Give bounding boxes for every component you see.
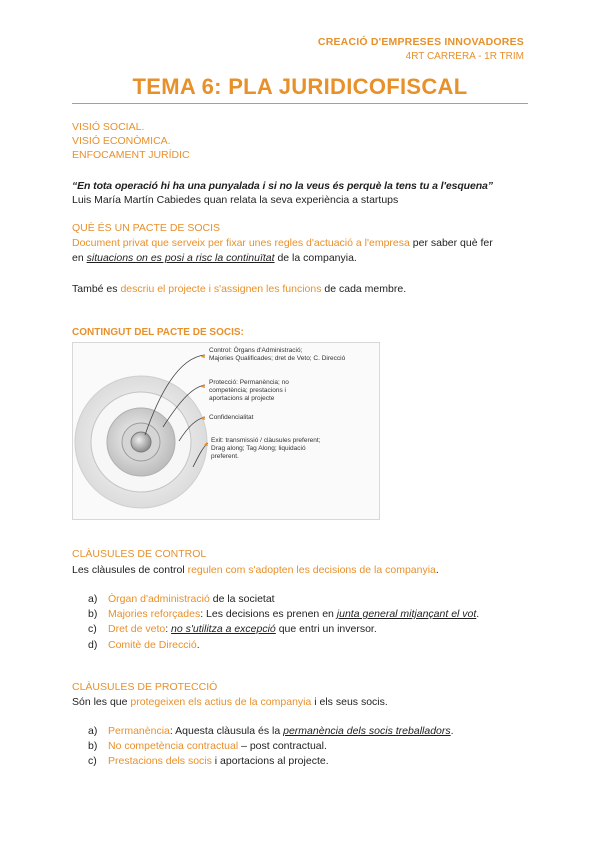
pacte-definition-line1	[72, 236, 493, 251]
control-list	[88, 592, 479, 653]
concentric-circles-diagram	[73, 343, 379, 519]
proteccio-intro: Són les que protegeixen els actius de la companyia i els seus socis.	[72, 696, 388, 708]
vision-social: VISIÓ SOCIAL.	[72, 121, 145, 133]
pacte-definition-highlight: Document privat que serveix per fixar unes regles d'actuació a l'empresa	[72, 237, 410, 249]
list-item: a) Permanència: Aquesta clàusula és la permanència dels socis treballadors.	[88, 725, 454, 737]
pacte-definition-en: en	[72, 252, 87, 264]
control-intro: Les clàusules de control regulen com s'adopten les decisions de la companyia.	[72, 564, 439, 576]
control-intro-highlight: regulen com s'adopten les decisions de la companyia	[187, 564, 436, 576]
page-title: TEMA 6: PLA JURIDICOFISCAL	[132, 74, 468, 99]
label-confidencialitat: Confidencialitat	[209, 414, 254, 421]
quote-author: Luis María Martín Cabiedes quan relata la seva experiència a startups	[72, 194, 399, 206]
proteccio-list	[88, 724, 454, 770]
contingut-heading: CONTINGUT DEL PACTE DE SOCIS:	[72, 327, 244, 338]
pacte-definition-end: de la companyia.	[274, 252, 357, 264]
label-exit: Exit: transmissió / clàusules preferent; Drag along; Tag Along; liquidació preferent.	[211, 437, 321, 460]
pacte-also-pre: També es	[72, 283, 121, 295]
list-item: b) Majories reforçades: Les decisions es prenen en junta general mitjançant el vot.	[88, 608, 480, 621]
control-heading: CLÀUSULES DE CONTROL	[72, 548, 207, 560]
vision-legal: ENFOCAMENT JURÍDIC	[72, 149, 190, 161]
pacte-also	[72, 282, 406, 297]
proteccio-intro-highlight: protegeixen els actius de la companyia	[130, 696, 312, 708]
list-item: c) Dret de veto: no s'utilitza a excepció que entri un inversor.	[88, 623, 377, 636]
list-item: c) Prestacions dels socis i aportacions al projecte.	[88, 755, 329, 768]
marker-control	[201, 354, 205, 358]
pacte-heading: QUÈ ÉS UN PACTE DE SOCIS	[72, 222, 220, 234]
label-control: Control: Òrgans d'Administració; Majories Qualificades; dret de Veto; C. Direcció	[209, 347, 346, 362]
pacte-definition-line2	[72, 251, 357, 266]
proteccio-heading: CLÀUSULES DE PROTECCIÓ	[72, 681, 218, 693]
label-proteccio: Protecció: Permanència; no competència; prestacions i aportacions al projecte	[209, 379, 289, 402]
pacte-definition-rest: per saber què fer	[409, 237, 493, 249]
pacte-definition-underlined: situacions on es posi a risc la continuïtat	[86, 252, 275, 264]
course-level: 4RT CARRERA - 1R TRIM	[405, 51, 524, 62]
list-item: b) No competència contractual – post contractual.	[88, 740, 327, 753]
list-item: a) Òrgan d'administració de la societat	[88, 593, 275, 605]
pacte-also-highlight: descriu el projecte i s'assignen les funcions	[120, 283, 322, 295]
contingut-diagram	[72, 342, 380, 520]
title-divider	[72, 103, 528, 104]
list-item: d) Comitè de Direcció.	[88, 638, 200, 651]
course-header: CREACIÓ D'EMPRESES INNOVADORES	[317, 36, 524, 48]
vision-economic: VISIÓ ECONÒMICA.	[72, 135, 171, 147]
pacte-also-end: de cada membre.	[321, 283, 407, 295]
core-circle	[131, 432, 151, 452]
quote-text: “En tota operació hi ha una punyalada i si no la veus és perquè la tens tu a l'esquena”	[72, 180, 493, 192]
